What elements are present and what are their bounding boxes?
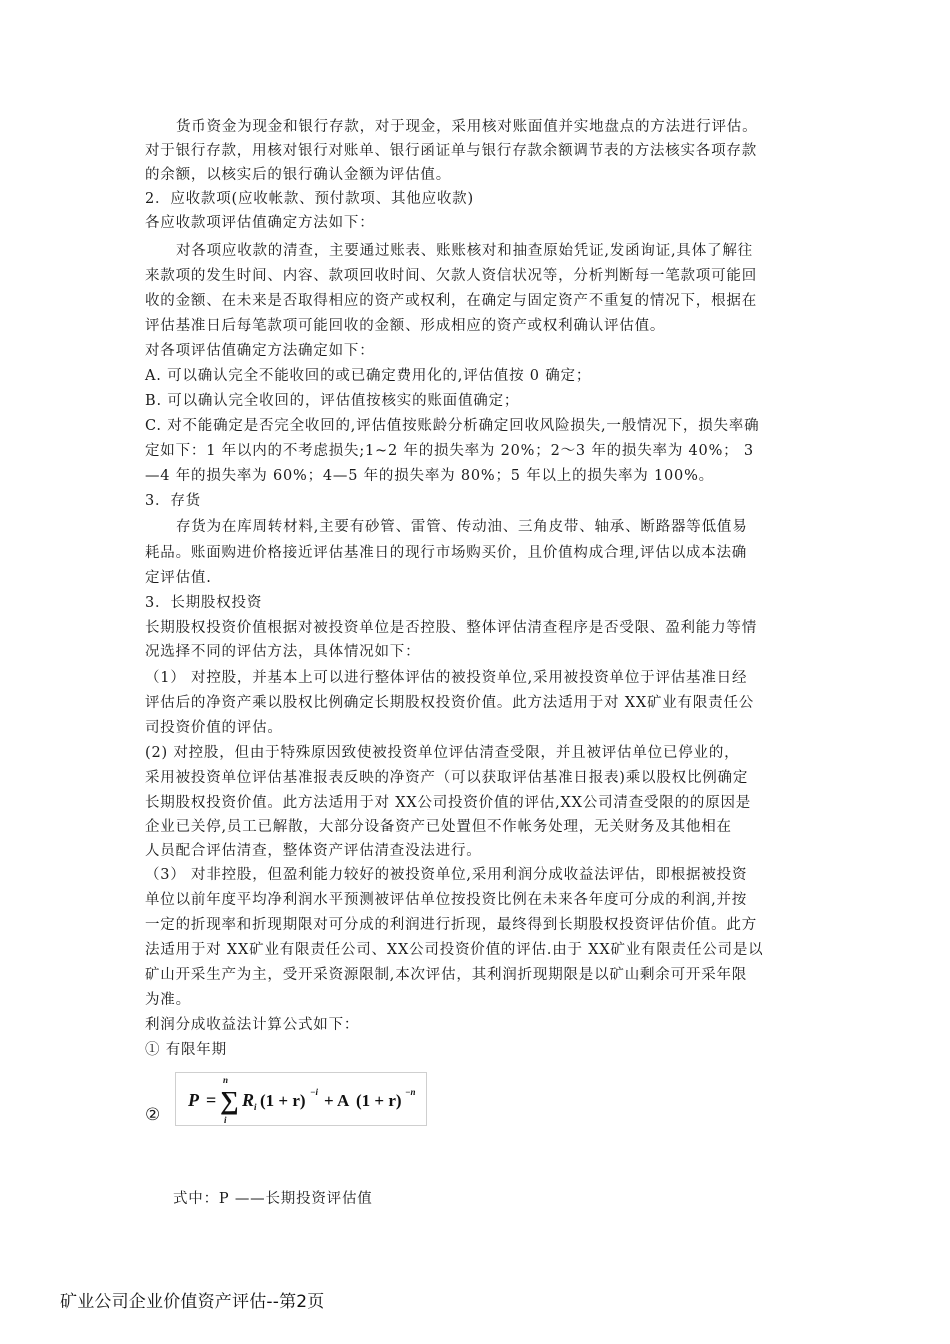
section-heading: 2．应收款项(应收帐款、预付款项、其他应收款) (145, 191, 474, 207)
paragraph-line: 人员配合评估清查，整体资产评估清查没法进行。 (145, 843, 482, 859)
paragraph-line: 定评估值. (145, 570, 212, 586)
paragraph-line: 评估后的净资产乘以股权比例确定长期股权投资价值。此方法适用于对 XX矿业有限责任公 (145, 695, 755, 711)
formula-term2: (1 + r) (356, 1091, 402, 1110)
paragraph-line: 对各项应收款的清查，主要通过账表、账账核对和抽查原始凭证,发函询证,具体了解往 (176, 243, 753, 259)
formula-equals: = (206, 1090, 217, 1110)
paragraph-line: 况选择不同的评估方法，具体情况如下： (145, 644, 421, 660)
page-footer: 矿业公司企业价值资产评估--第2页 (60, 1292, 325, 1312)
paragraph-line: 一定的折现率和折现期限对可分成的利润进行折现，最终得到长期股权投资评估价值。此方 (145, 917, 757, 933)
formula-plus-a: + A (324, 1091, 350, 1110)
formula-image (175, 1072, 427, 1126)
formula-body-sub: i (254, 1102, 257, 1112)
paragraph-line: 存货为在库周转材料,主要有砂管、雷管、传动油、三角皮带、轴承、断路器等低值易 (176, 519, 748, 535)
list-item-finite-term: ① 有限年期 (145, 1042, 227, 1058)
paragraph-line: 货币资金为现金和银行存款，对于现金，采用核对账面值并实地盘点的方法进行评估。 (176, 119, 758, 135)
paragraph-line: 司投资价值的评估。 (145, 720, 283, 736)
paragraph-line: 各应收款项评估值确定方法如下： (145, 215, 375, 231)
paragraph-line: 对于银行存款，用核对银行对账单、银行函证单与银行存款余额调节表的方法核实各项存款 (145, 143, 757, 159)
formula-marker: ② (145, 1105, 161, 1125)
list-item-b: B. 可以确认完全收回的，评估值按核实的账面值确定； (145, 393, 520, 409)
sum-upper-limit: n (223, 1075, 229, 1085)
paragraph-line: 单位以前年度平均净利润水平预测被评估单位按投资比例在未来各年度可分成的利润,并按 (145, 892, 748, 908)
paragraph-line: 为准。 (145, 992, 191, 1008)
paragraph-line: (2) 对控股，但由于特殊原因致使被投资单位评估清查受限，并且被评估单位已停业的， (145, 745, 740, 761)
formula-lhs: P (188, 1090, 199, 1110)
formula-caption: 式中：P ——长期投资评估值 (173, 1191, 373, 1207)
formula-body: R (242, 1090, 255, 1110)
paragraph-line: 长期股权投资价值根据对被投资单位是否控股、整体评估清查程序是否受限、盈利能力等情 (145, 620, 757, 636)
paragraph-line: 的余额，以核实后的银行确认金额为评估值。 (145, 167, 451, 183)
paragraph-line: 企业已关停,员工已解散，大部分设备资产已处置但不作帐务处理，无关财务及其他相在 (145, 819, 732, 835)
formula-exp2: −n (405, 1087, 416, 1097)
paragraph-line: 利润分成收益法计算公式如下： (145, 1017, 360, 1033)
section-heading: 3．存货 (145, 493, 201, 509)
paragraph-line: （3） 对非控股，但盈利能力较好的被投资单位,采用利润分成收益法评估，即根据被投资 (145, 867, 748, 883)
summation-icon: ∑ (220, 1086, 239, 1115)
list-item-a: A. 可以确认完全不能收回的或已确定费用化的,评估值按 0 确定； (145, 368, 592, 384)
list-item-c: C. 对不能确定是否完全收回的,评估值按账龄分析确定回收风险损失,一般情况下，损失率确 (145, 418, 760, 434)
paragraph-line: 耗品。账面购进价格接近评估基准日的现行市场购买价，且价值构成合理,评估以成本法确 (145, 545, 748, 561)
formula-svg (176, 1073, 426, 1125)
section-heading: 3．长期股权投资 (145, 595, 263, 611)
paragraph-line: 长期股权投资价值。此方法适用于对 XX公司投资价值的评估,XX公司清查受限的的原因是 (145, 795, 752, 811)
paragraph-line: 对各项评估值确定方法确定如下： (145, 343, 375, 359)
paragraph-line: 矿山开采生产为主，受开采资源限制,本次评估，其利润折现期限是以矿山剩余可开采年限 (145, 967, 748, 983)
paragraph-line: —4 年的损失率为 60%；4—5 年的损失率为 80%；5 年以上的损失率为 100%。 (145, 468, 714, 484)
paragraph-line: 来款项的发生时间、内容、款项回收时间、欠款人资信状况等，分析判断每一笔款项可能回 (145, 268, 757, 284)
paragraph-line: 评估基准日后每笔款项可能回收的金额、形成相应的资产或权利确认评估值。 (145, 318, 666, 334)
paragraph-line: 定如下：1 年以内的不考虑损失;1~2 年的损失率为 20%；2～3 年的损失率为 40%； 3 (145, 443, 754, 459)
paragraph-line: 采用被投资单位评估基准报表反映的净资产（可以获取评估基准日报表)乘以股权比例确定 (145, 770, 749, 786)
formula-term1: (1 + r) (260, 1091, 306, 1110)
formula-exp1: −i (310, 1087, 318, 1097)
paragraph-line: 收的金额、在未来是否取得相应的资产或权利，在确定与固定资产不重复的情况下，根据在 (145, 293, 757, 309)
paragraph-line: （1） 对控股，并基本上可以进行整体评估的被投资单位,采用被投资单位于评估基准日经 (145, 670, 748, 686)
paragraph-line: 法适用于对 XX矿业有限责任公司、XX公司投资价值的评估.由于 XX矿业有限责任公司是以 (145, 942, 764, 958)
sum-lower-limit: i (224, 1115, 227, 1125)
